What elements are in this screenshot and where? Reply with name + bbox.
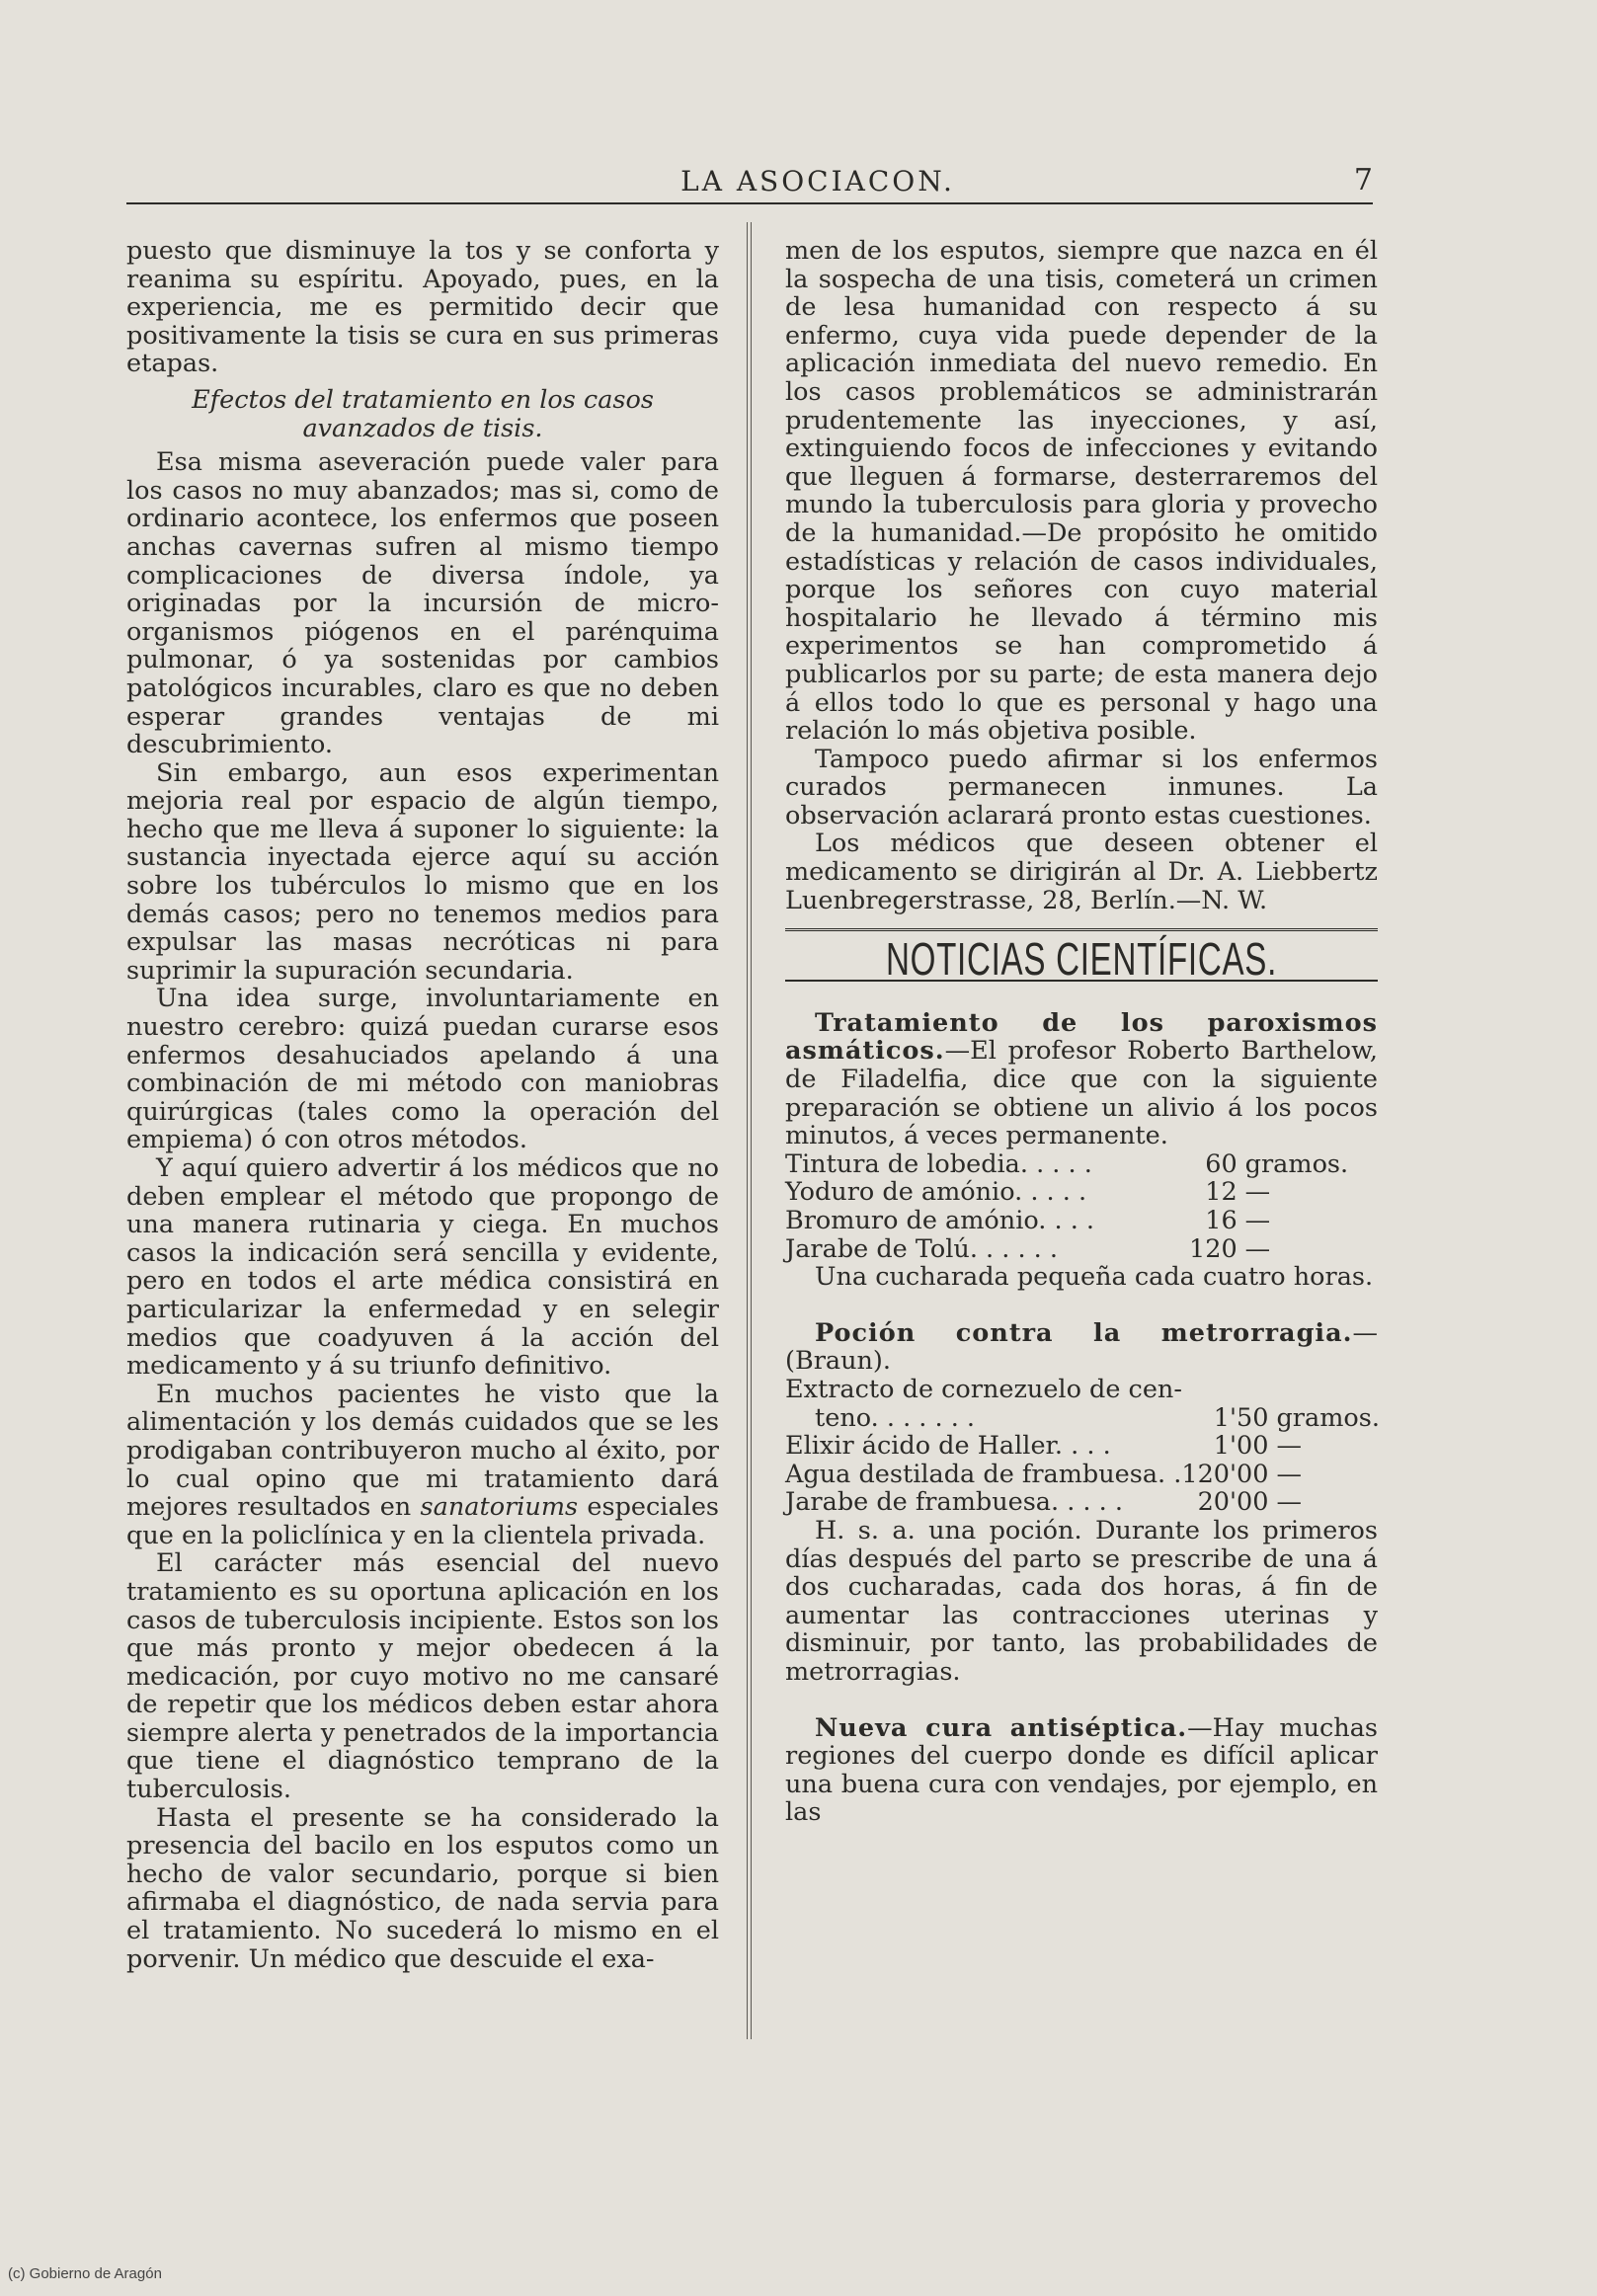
paragraph: Y aquí quiero advertir á los médicos que no deben emplear el método que propongo de una manera rutinaria y ciega. En muchos casos la indicación será sencilla y evidente, pero en todos el arte médica consistirá en particularizar la enfermedad y en selegir medios que coadyuven á la acción del medicamento y á su triunfo definitivo.	[126, 1153, 719, 1382]
recipe-first-line: Extracto de cornezuelo de cen-	[785, 1374, 1182, 1404]
paragraph: Los médicos que deseen obtener el medicamento se dirigirán al Dr. A. Liebbertz Luenbregerstrasse, 28, Berlín.—N. W.	[785, 829, 1378, 915]
recipe-row: Elixir ácido de Haller. . . . 1'00 —	[785, 1431, 1302, 1462]
section-subheading: Efectos del tratamiento en los casos avanzados de tisis.	[192, 384, 654, 443]
paragraph: Esa misma aseveración puede valer para los casos no muy abanzados; mas si, como de ordinario acontece, los enfermos que poseen anchas cavernas sufren al mismo tiempo complicaciones de diversa índole, ya originadas por la incursión de micro-organismos piógenos en el parénquima pulmonar, ó ya sostenidas por cambios patológicos incurables, claro es que no deben esperar grandes ventajas de mi descubrimiento.	[126, 447, 719, 760]
section-title: NOTICIAS CIENTÍFICAS.	[885, 933, 1278, 986]
paragraph: El carácter más esencial del nuevo tratamiento es su oportuna aplicación en los casos de tuberculosis incipiente. Estos son los que más pronto y mejor obedecen á la medicación, por cuyo motivo no me cansaré de repetir que los médicos deben estar ahora siempre alerta y penetrados de la importancia que tiene el diagnóstico temprano de la tuberculosis.	[126, 1548, 719, 1805]
journal-title: LA ASOCIACON.	[680, 165, 955, 198]
italic-term: sanatoriums	[420, 1492, 579, 1523]
paragraph: men de los esputos, siempre que nazca en él la sospecha de una tisis, cometerá un crimen de lesa humanidad con respecto á su enfermo, cuya vida puede depender de la aplicación inmediata del nuevo remedio. En los casos problemáticos se administrarán prudentemente las inyecciones, y así, extinguiendo focos de infecciones y evitando que lleguen á formarse, desterraremos del mundo la tuberculosis para gloria y provecho de la humanidad.—De propósito he omitido estadísticas y relación de casos individuales, porque los señores con cuyo material hospitalario he llevado á término mis experimentos se han comprometido á publicarlos por su parte; de esta manera dejo á ellos todo lo que es personal y hago una relación lo más objetiva posible.	[785, 236, 1378, 747]
recipe-row: teno. . . . . . . 1'50 gramos.	[815, 1402, 1380, 1433]
article-asthma: Tratamiento de los paroxismos asmáticos.—El profesor Roberto Barthelow, de Filadelfia, dice que con la siguiente preparación se obtiene un alivio á los pocos minutos, á veces permanente.	[785, 1007, 1378, 1151]
paragraph: Una idea surge, involuntariamente en nuestro cerebro: quizá puedan curarse esos enfermos desahuciados apelando á una combinación de mi método con maniobras quirúrgicas (tales como la operación del empiema) ó con otros métodos.	[126, 984, 719, 1155]
recipe-row: Agua destilada de frambuesa. . 120'00 —	[785, 1459, 1302, 1489]
recipe-row: Yoduro de amónio. . . . . 12 —	[785, 1177, 1271, 1208]
article-antiseptic: Nueva cura antiséptica.—Hay muchas regiones del cuerpo donde es difícil aplicar una buena cura con vendajes, por ejemplo, en las	[785, 1712, 1378, 1828]
paragraph: Sin embargo, aun esos experimentan mejoria real por espacio de algún tiempo, hecho que me lleva á suponer lo siguiente: la sustancia inyectada ejerce aquí su acción sobre los tubérculos lo mismo que en los demás casos; pero no tenemos medios para expulsar las masas necróticas ni para suprimir la supuración secundaria.	[126, 757, 719, 986]
article-title: Poción contra la metrorragia.	[815, 1317, 1353, 1348]
header-rule	[126, 202, 1373, 204]
dosage-note: Una cucharada pequeña cada cuatro horas.	[815, 1262, 1374, 1293]
paragraph: Tampoco puedo afirmar si los enfermos curados permanecen inmunes. La observación aclarará pronto estas cuestiones.	[785, 744, 1378, 831]
paragraph: puesto que disminuye la tos y se conforta y reanima su espíritu. Apoyado, pues, en la experiencia, me es permitido decir que positivamente la tisis se cura en sus primeras etapas.	[126, 236, 719, 379]
page-header	[126, 163, 1373, 206]
recipe-table-metrorrhagia	[785, 1404, 1380, 1517]
recipe-row: Tintura de lobedia. . . . . 60 gramos.	[785, 1148, 1349, 1179]
column-divider	[747, 222, 752, 2039]
left-column	[126, 237, 719, 1973]
article-metrorrhagia: Poción contra la metrorragia.— (Braun).	[785, 1317, 1378, 1377]
recipe-row: Jarabe de Tolú. . . . . . 120 —	[785, 1233, 1271, 1264]
page-number: 7	[1353, 163, 1373, 198]
recipe-table-asthma	[785, 1150, 1378, 1263]
right-column	[785, 237, 1378, 1827]
article-title: Nueva cura antiséptica.	[815, 1712, 1188, 1743]
paragraph: En muchos pacientes he visto que la alimentación y los demás cuidados que se les prodigaban contribuyeron mucho al éxito, por lo cual opino que mi tratamiento dará mejores resultados en sanatoriums especiales que en la policlínica y en la clientela privada.	[126, 1379, 719, 1550]
article-title: Tratamiento de los paroxismos asmáticos.	[785, 1007, 1378, 1067]
recipe-row: Bromuro de amónio. . . . 16 —	[785, 1206, 1271, 1235]
paragraph: Hasta el presente se ha considerado la presencia del bacilo en los esputos como un hecho de valor secundario, porque si bien afirmaba el diagnóstico, de nada servia para el tratamiento. No sucederá lo mismo en el porvenir. Un médico que descuide el exa-	[126, 1802, 719, 1974]
paragraph: H. s. a. una poción. Durante los primeros días después del parto se prescribe de una á dos cucharadas, cada dos horas, á fin de aumentar las contracciones uterinas y disminuir, por tanto, las probabilidades de metrorragias.	[785, 1515, 1378, 1687]
recipe-row: Jarabe de frambuesa. . . . . 20'00 —	[785, 1487, 1302, 1518]
copyright-credit: (c) Gobierno de Aragón	[8, 2265, 162, 2282]
